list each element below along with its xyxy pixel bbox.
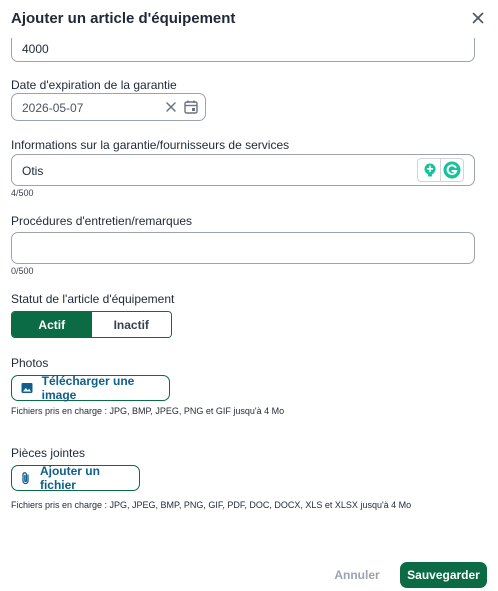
calendar-icon[interactable] bbox=[183, 99, 199, 115]
warranty-info-value: Otis bbox=[22, 164, 44, 178]
warranty-expiration-value: 2026-05-07 bbox=[22, 101, 84, 115]
photos-hint: Fichiers pris en charge : JPG, BMP, JPEG, PNG et GIF jusqu'à 4 Mo bbox=[11, 406, 285, 416]
lightbulb-icon[interactable] bbox=[417, 158, 441, 182]
maintenance-notes-label: Procédures d'entretien/remarques bbox=[11, 214, 193, 228]
grammarly-icon[interactable] bbox=[440, 158, 464, 182]
upload-image-button[interactable] bbox=[11, 375, 170, 401]
dialog-title: Ajouter un article d'équipement bbox=[11, 10, 236, 27]
save-button[interactable]: Sauvegarder bbox=[400, 562, 487, 588]
attachments-label: Pièces jointes bbox=[11, 446, 86, 460]
warranty-expiration-input[interactable] bbox=[11, 93, 206, 121]
add-file-label: Ajouter un fichier bbox=[39, 464, 100, 492]
photos-label: Photos bbox=[11, 356, 49, 370]
maintenance-notes-input[interactable] bbox=[11, 232, 475, 264]
paperclip-icon bbox=[20, 471, 34, 485]
warranty-info-input[interactable] bbox=[11, 154, 475, 186]
status-toggle bbox=[11, 311, 172, 338]
image-icon bbox=[21, 381, 35, 395]
warranty-info-counter: 4/500 bbox=[11, 188, 34, 198]
maintenance-notes-counter: 0/500 bbox=[11, 266, 34, 276]
upload-image-label: Télécharger une image bbox=[41, 374, 135, 402]
cost-input-value: 4000 bbox=[22, 42, 49, 56]
status-label: Statut de l'article d'équipement bbox=[11, 292, 175, 306]
attachments-hint: Fichiers pris en charge : JPG, JPEG, BMP, PNG, GIF, PDF, DOC, DOCX, XLS et XLSX jusqu'à 4 Mo bbox=[11, 500, 412, 510]
warranty-info-label: Informations sur la garantie/fournisseurs de services bbox=[11, 138, 290, 152]
close-icon[interactable] bbox=[470, 10, 486, 26]
dialog-header bbox=[0, 0, 498, 38]
add-file-button[interactable] bbox=[11, 465, 140, 491]
warranty-expiration-label: Date d'expiration de la garantie bbox=[11, 78, 177, 92]
status-inactive-option[interactable]: Inactif bbox=[92, 312, 172, 337]
status-active-option[interactable]: Actif bbox=[12, 312, 92, 337]
clear-icon[interactable] bbox=[164, 100, 178, 114]
cancel-button[interactable]: Annuler bbox=[334, 568, 380, 582]
